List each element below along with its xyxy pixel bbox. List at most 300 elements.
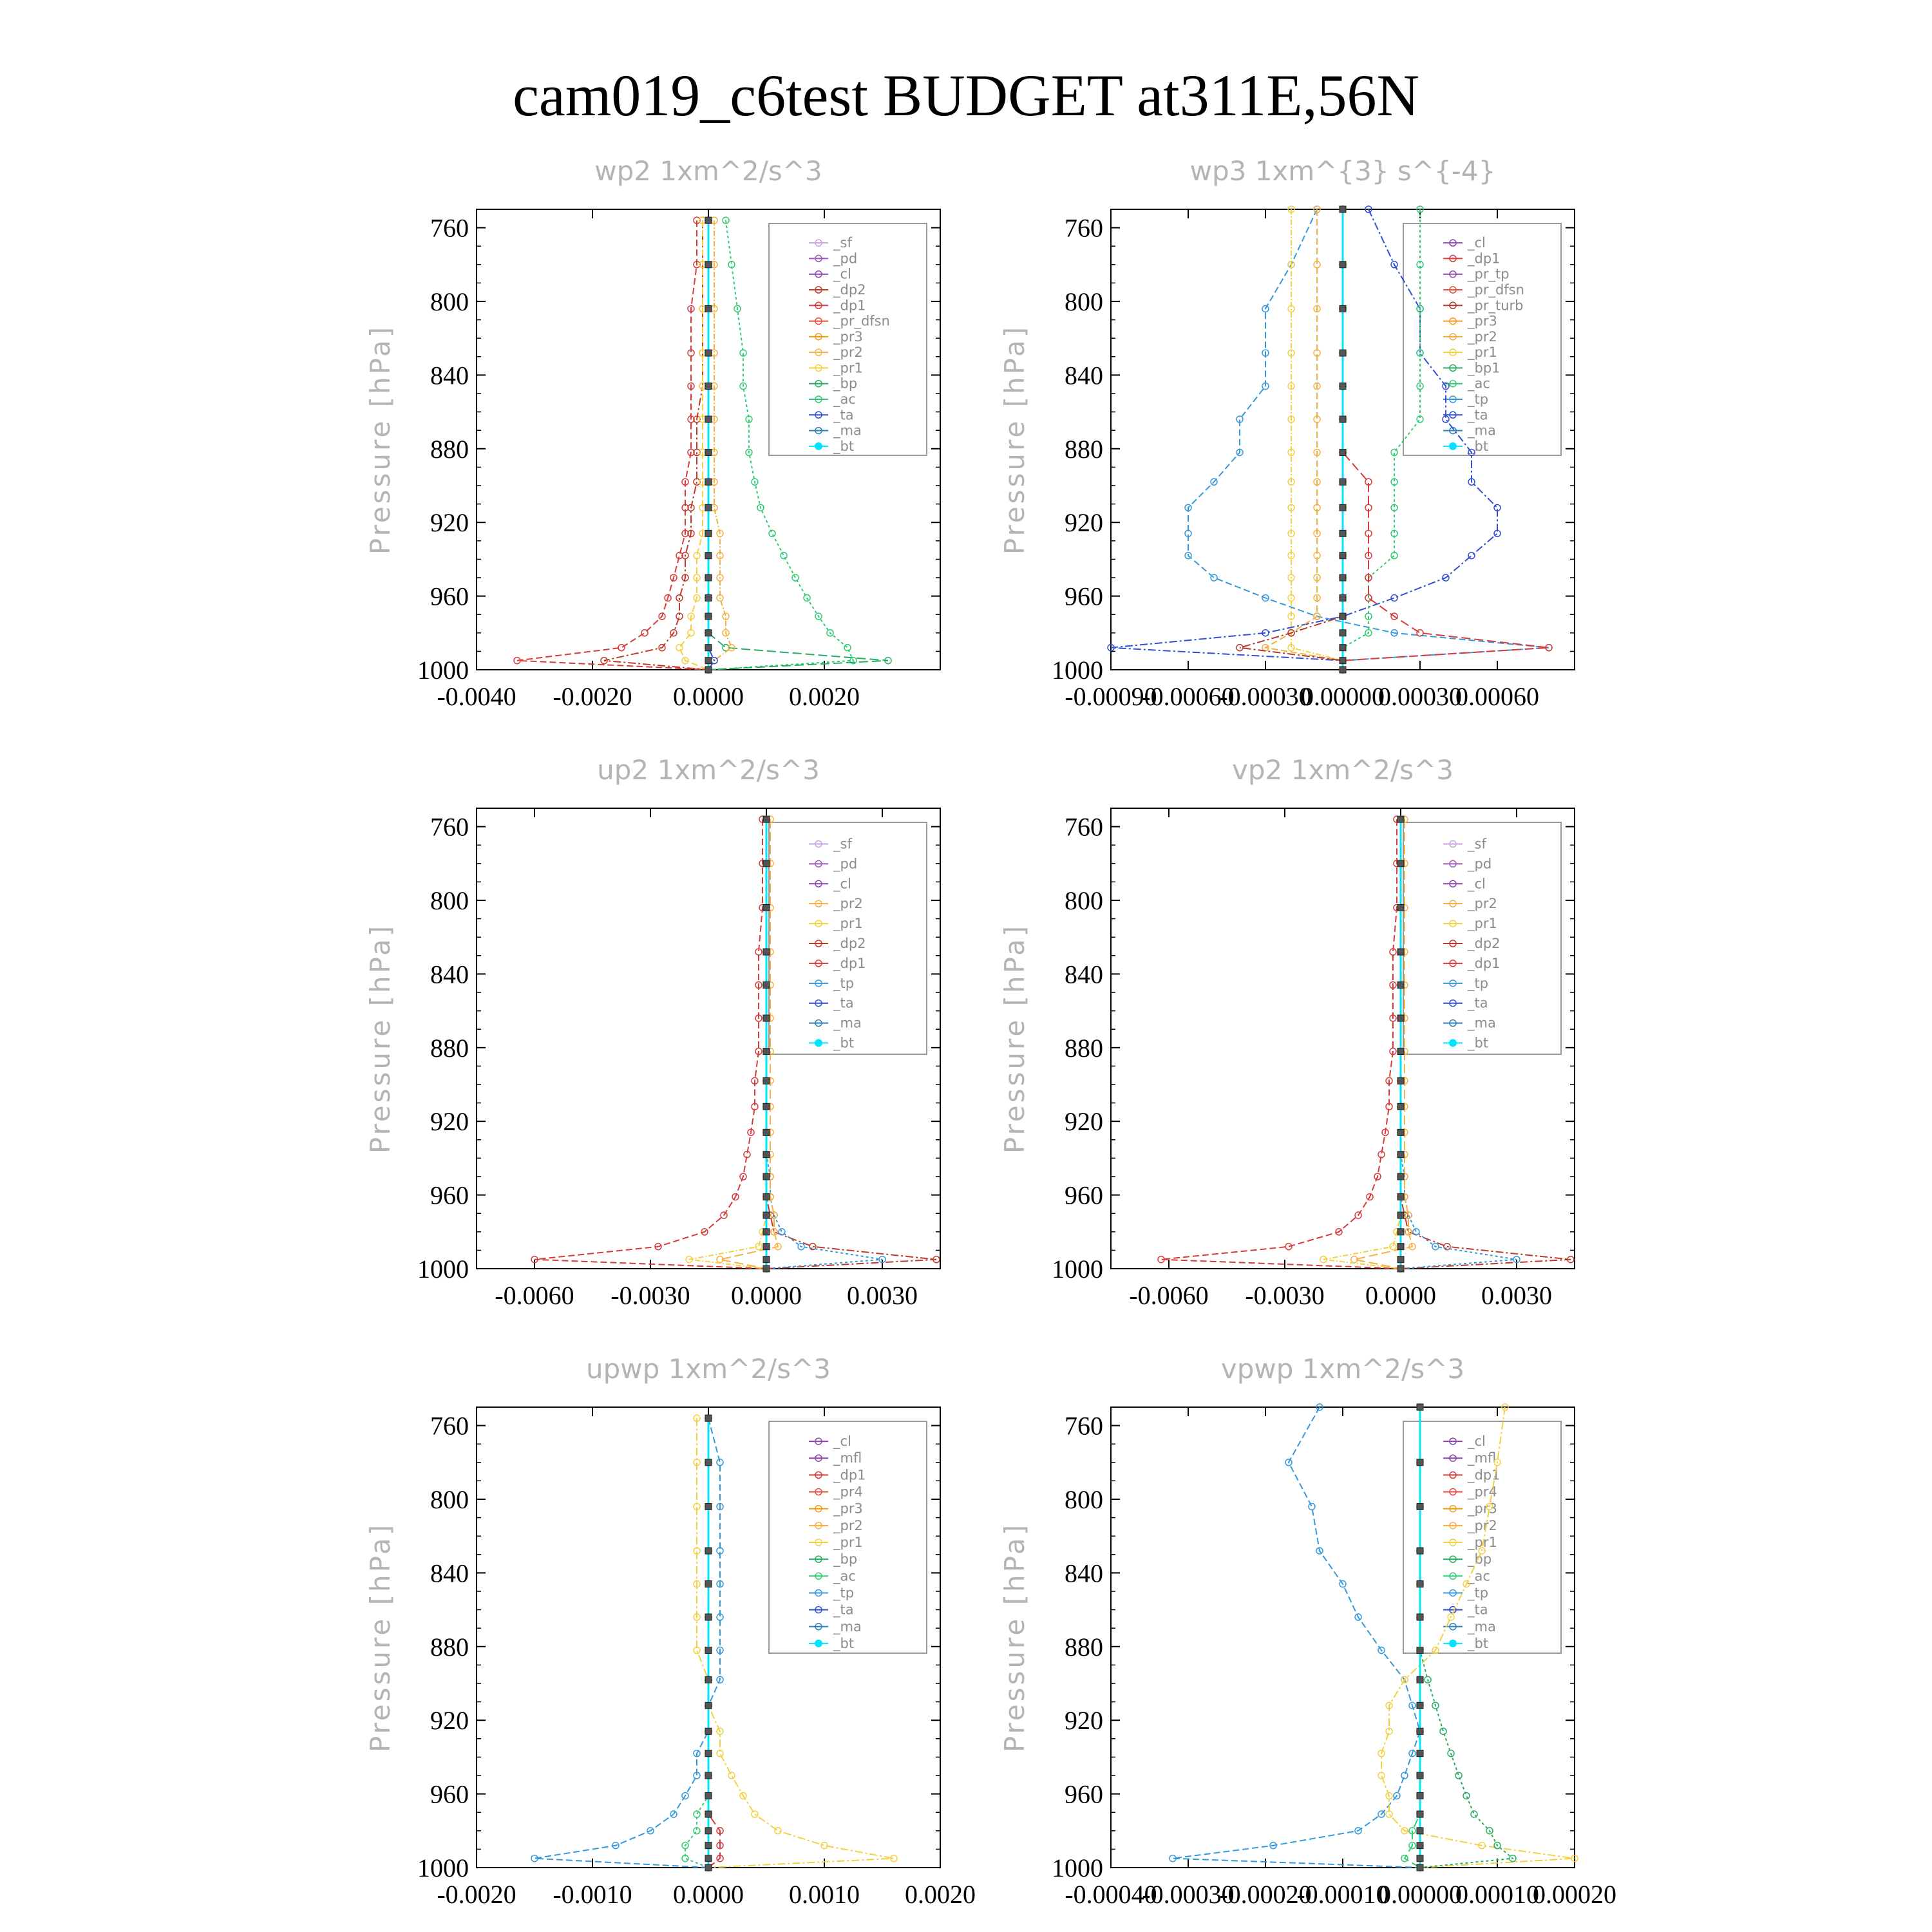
x-tick-label: 0.0020: [789, 682, 860, 711]
legend-entry: _pr3: [833, 1501, 863, 1517]
x-tick-label: -0.0030: [611, 1281, 690, 1310]
legend-entry: _pr1: [1468, 1535, 1497, 1550]
legend-entry: _pr2: [1468, 896, 1497, 912]
data-point: [1397, 1265, 1404, 1272]
x-tick-label: -0.00060: [1142, 682, 1235, 711]
data-point: [775, 1828, 781, 1834]
legend-entry: _bt: [833, 1035, 855, 1051]
y-tick-label: 880: [430, 1033, 469, 1063]
legend-entry: _pd: [1468, 856, 1492, 872]
x-tick-label: -0.0060: [495, 1281, 574, 1310]
legend-entry: _cl: [833, 1434, 851, 1450]
panel-6: [999, 1353, 1616, 1909]
legend-marker: [1449, 1640, 1457, 1647]
y-tick-label: 920: [1065, 1706, 1103, 1736]
x-tick-label: 0.0010: [789, 1880, 860, 1909]
data-point: [705, 1772, 712, 1779]
y-tick-label: 880: [1065, 1033, 1103, 1063]
data-point: [769, 530, 775, 536]
data-point: [1455, 1772, 1462, 1779]
y-tick-label: 920: [1065, 508, 1103, 538]
legend-entry: _sf: [1468, 836, 1486, 852]
data-point: [705, 1459, 712, 1466]
data-point: [763, 982, 770, 989]
legend-entry: _ma: [1468, 1618, 1496, 1634]
data-point: [705, 645, 712, 651]
legend-entry: _ac: [833, 392, 856, 407]
data-point: [1468, 553, 1475, 559]
data-point: [763, 860, 770, 867]
legend-entry: _tp: [1468, 392, 1489, 407]
data-point: [763, 1173, 770, 1180]
data-point: [781, 553, 787, 559]
data-point: [763, 1015, 770, 1021]
data-point: [1397, 860, 1404, 867]
y-axis-label: Pressure [hPa]: [365, 923, 396, 1154]
series-line: [535, 819, 766, 1269]
panel-4: [999, 754, 1575, 1310]
data-point: [1397, 1229, 1404, 1235]
y-tick-label: 960: [430, 1180, 469, 1210]
data-point: [1340, 504, 1346, 511]
data-point: [705, 1503, 712, 1510]
x-tick-label: 0.0030: [847, 1281, 918, 1310]
legend-entry: _ma: [1468, 1015, 1496, 1031]
legend-entry: _pr4: [833, 1484, 863, 1500]
y-tick-label: 1000: [417, 1255, 469, 1283]
x-tick-label: -0.0060: [1129, 1281, 1209, 1310]
legend-entry: _mfl: [833, 1450, 862, 1466]
x-tick-label: 0.0000: [731, 1281, 802, 1310]
x-tick-label: 0.00020: [1533, 1880, 1616, 1909]
series-line: [679, 220, 708, 670]
x-tick-label: 0.00010: [1455, 1880, 1539, 1909]
data-point: [1397, 1244, 1404, 1250]
legend-entry: _ta: [1468, 407, 1488, 423]
legend-marker: [1449, 1039, 1457, 1047]
y-tick-label: 960: [1065, 582, 1103, 611]
legend-entry: _ma: [1468, 422, 1496, 439]
data-point: [763, 1048, 770, 1055]
data-point: [1340, 645, 1346, 651]
data-point: [705, 553, 712, 559]
y-tick-label: 920: [1065, 1107, 1103, 1137]
y-tick-label: 760: [1065, 1411, 1103, 1441]
data-point: [1340, 658, 1346, 664]
y-tick-label: 920: [430, 1107, 469, 1137]
x-tick-label: 0.00030: [1378, 682, 1462, 711]
legend-entry: _pr2: [833, 896, 863, 912]
data-point: [779, 1229, 785, 1235]
y-tick-label: 960: [430, 1779, 469, 1809]
y-tick-label: 920: [430, 508, 469, 538]
legend-entry: _pd: [833, 856, 858, 872]
series-line: [1161, 819, 1401, 1269]
y-tick-label: 840: [430, 1558, 469, 1588]
legend-entry: _ac: [1468, 375, 1490, 392]
y-tick-label: 840: [1065, 1558, 1103, 1588]
x-tick-label: 0.0000: [673, 1880, 744, 1909]
data-point: [1417, 1503, 1423, 1510]
legend-entry: _pd: [833, 251, 858, 267]
data-point: [1340, 613, 1346, 620]
y-tick-label: 800: [430, 287, 469, 316]
data-point: [1397, 949, 1404, 955]
y-tick-label: 920: [430, 1706, 469, 1736]
x-tick-label: -0.00030: [1219, 682, 1312, 711]
data-point: [1417, 1728, 1423, 1734]
data-point: [752, 1811, 758, 1817]
x-tick-label: -0.00040: [1065, 1880, 1157, 1909]
x-tick-label: 0.0020: [905, 1880, 976, 1909]
data-point: [763, 1129, 770, 1135]
data-point: [1417, 1459, 1423, 1466]
data-point: [1340, 530, 1346, 536]
y-axis-label: Pressure [hPa]: [365, 324, 396, 555]
y-tick-label: 880: [1065, 1632, 1103, 1662]
legend-entry: _pr_turb: [1468, 298, 1524, 314]
data-point: [1397, 1129, 1404, 1135]
data-point: [1340, 574, 1346, 581]
legend-entry: _dp1: [833, 955, 866, 971]
data-point: [763, 816, 770, 822]
panel-5: [365, 1353, 976, 1909]
series-line: [708, 220, 732, 670]
data-point: [844, 645, 851, 651]
data-point: [1463, 1792, 1470, 1799]
data-point: [1397, 904, 1404, 911]
data-point: [705, 1842, 712, 1849]
y-tick-label: 760: [1065, 812, 1103, 842]
series-line: [1265, 209, 1343, 670]
data-point: [1397, 816, 1404, 822]
panel-1: [365, 155, 940, 711]
data-point: [705, 1811, 712, 1817]
data-point: [1340, 206, 1346, 213]
y-axis-label: Pressure [hPa]: [999, 923, 1030, 1154]
y-tick-label: 800: [1065, 886, 1103, 915]
data-point: [1397, 1256, 1404, 1263]
y-tick-label: 760: [430, 213, 469, 243]
panel-title: wp3 1xm^{3} s^{-4}: [1189, 155, 1496, 187]
legend-entry: _bt: [1468, 1635, 1489, 1651]
panel-title: up2 1xm^2/s^3: [597, 754, 820, 786]
x-tick-label: 0.0030: [1481, 1281, 1552, 1310]
data-point: [705, 1855, 712, 1862]
y-tick-label: 1000: [1052, 1853, 1103, 1882]
data-point: [1417, 1581, 1423, 1587]
legend-entry: _sf: [833, 836, 852, 852]
data-point: [705, 658, 712, 664]
y-tick-label: 1000: [417, 1853, 469, 1882]
legend-entry: _bt: [1468, 1035, 1489, 1051]
y-axis-label: Pressure [hPa]: [999, 324, 1030, 555]
panel-title: vpwp 1xm^2/s^3: [1220, 1353, 1465, 1385]
x-tick-label: -0.0020: [553, 682, 632, 711]
data-point: [1391, 594, 1397, 601]
data-point: [1340, 594, 1346, 601]
legend-entry: _pr3: [833, 328, 863, 345]
legend-entry: _sf: [833, 235, 852, 251]
data-point: [763, 904, 770, 911]
data-point: [1417, 630, 1423, 636]
legend-entry: _bt: [833, 1635, 855, 1651]
series-line: [689, 819, 766, 1269]
y-tick-label: 960: [1065, 1180, 1103, 1210]
data-point: [1417, 1647, 1423, 1654]
data-point: [705, 305, 712, 312]
y-tick-label: 760: [1065, 213, 1103, 243]
data-point: [1397, 982, 1404, 989]
data-point: [1397, 1103, 1404, 1110]
data-point: [705, 594, 712, 601]
data-point: [1417, 1828, 1423, 1834]
data-point: [1417, 1792, 1423, 1799]
data-point: [705, 504, 712, 511]
y-tick-label: 840: [430, 960, 469, 989]
y-tick-label: 800: [1065, 287, 1103, 316]
data-point: [705, 1828, 712, 1834]
legend-entry: _dp1: [833, 298, 866, 314]
data-point: [1417, 1676, 1423, 1683]
data-point: [1397, 1151, 1404, 1158]
series-line: [535, 1418, 720, 1868]
legend-entry: _pr1: [833, 916, 863, 932]
data-point: [1417, 1864, 1423, 1871]
data-point: [705, 261, 712, 268]
legend-entry: _tp: [833, 1585, 855, 1601]
data-point: [1440, 1728, 1446, 1734]
data-point: [705, 1750, 712, 1757]
legend-entry: _ta: [833, 995, 854, 1011]
legend-entry: _dp1: [833, 1467, 866, 1483]
legend-marker: [815, 1039, 822, 1047]
data-point: [705, 1792, 712, 1799]
y-tick-label: 880: [430, 1632, 469, 1662]
x-tick-label: 0.00000: [1378, 1880, 1462, 1909]
panel-3: [365, 754, 940, 1310]
legend-entry: _ta: [1468, 1602, 1488, 1618]
data-point: [1211, 574, 1217, 581]
data-point: [705, 530, 712, 536]
data-point: [1340, 553, 1346, 559]
data-point: [1340, 305, 1346, 312]
data-point: [705, 1647, 712, 1654]
data-point: [705, 1548, 712, 1554]
y-tick-label: 1000: [417, 656, 469, 685]
x-tick-label: 0.00060: [1455, 682, 1539, 711]
series-line: [708, 1418, 720, 1868]
data-point: [705, 574, 712, 581]
data-point: [705, 1702, 712, 1709]
legend-entry: _bt: [833, 438, 855, 454]
legend-entry: _cl: [1468, 235, 1486, 251]
legend-entry: _ta: [833, 407, 854, 423]
data-point: [728, 1772, 735, 1779]
y-tick-label: 840: [1065, 960, 1103, 989]
data-point: [763, 1256, 770, 1263]
data-point: [1309, 1503, 1315, 1510]
data-point: [1397, 1212, 1404, 1218]
data-point: [641, 630, 648, 636]
data-point: [1397, 1015, 1404, 1021]
data-point: [763, 1265, 770, 1272]
y-tick-label: 840: [430, 361, 469, 390]
x-tick-label: -0.0010: [553, 1880, 632, 1909]
legend-entry: _ma: [833, 422, 862, 439]
legend-entry: _ta: [1468, 995, 1488, 1011]
data-point: [705, 478, 712, 485]
data-point: [705, 1676, 712, 1683]
legend-entry: _pr_dfsn: [833, 313, 890, 329]
x-tick-label: -0.0040: [437, 682, 516, 711]
data-point: [763, 1193, 770, 1200]
legend-entry: _ma: [833, 1015, 862, 1031]
legend-entry: _dp1: [1468, 955, 1501, 971]
data-point: [705, 1581, 712, 1587]
legend-entry: _tp: [833, 975, 855, 991]
x-tick-label: -0.00010: [1296, 1880, 1389, 1909]
legend-marker: [815, 442, 822, 450]
legend-entry: _ac: [1468, 1568, 1490, 1584]
legend-entry: _dp2: [833, 282, 866, 298]
data-point: [705, 383, 712, 390]
data-point: [705, 667, 712, 673]
legend-entry: _pr2: [1468, 1517, 1497, 1533]
data-point: [1397, 1077, 1404, 1084]
legend-entry: _cl: [833, 876, 851, 892]
legend-entry: _bp1: [1468, 360, 1501, 376]
data-point: [618, 645, 625, 651]
data-point: [1340, 630, 1346, 636]
main-title: cam019_c6test BUDGET at311E,56N: [513, 62, 1419, 128]
legend-entry: _bt: [1468, 438, 1489, 454]
legend-entry: _pr_tp: [1468, 266, 1510, 282]
legend-entry: _ta: [833, 1602, 854, 1618]
y-tick-label: 1000: [1052, 656, 1103, 685]
series-line: [517, 220, 708, 670]
data-point: [1417, 1750, 1423, 1757]
legend-entry: _pr2: [833, 1517, 863, 1533]
data-point: [1340, 350, 1346, 356]
legend-entry: _pr1: [833, 360, 863, 376]
data-point: [1417, 1702, 1423, 1709]
y-tick-label: 960: [1065, 1779, 1103, 1809]
legend-entry: _dp1: [1468, 1467, 1501, 1483]
data-point: [1340, 383, 1346, 390]
data-point: [1417, 1548, 1423, 1554]
data-point: [705, 416, 712, 422]
data-point: [1340, 478, 1346, 485]
data-point: [705, 613, 712, 620]
legend-entry: _pr1: [1468, 916, 1497, 932]
data-point: [705, 630, 712, 636]
y-axis-label: Pressure [hPa]: [999, 1522, 1030, 1753]
legend-entry: _pr3: [1468, 1501, 1497, 1517]
x-tick-label: 0.0000: [1365, 1281, 1436, 1310]
x-tick-label: -0.00030: [1142, 1880, 1235, 1909]
data-point: [1417, 1772, 1423, 1779]
data-point: [763, 949, 770, 955]
x-tick-label: -0.0020: [437, 1880, 516, 1909]
data-point: [676, 645, 683, 651]
y-axis-label: Pressure [hPa]: [365, 1522, 396, 1753]
legend-entry: _cl: [833, 266, 851, 282]
y-tick-label: 800: [1065, 1485, 1103, 1514]
x-tick-label: 0.00000: [1301, 682, 1385, 711]
data-point: [1340, 450, 1346, 456]
data-point: [763, 1212, 770, 1218]
data-point: [1340, 261, 1346, 268]
data-point: [1397, 1048, 1404, 1055]
data-point: [694, 1811, 700, 1817]
data-point: [705, 450, 712, 456]
series-line: [1323, 819, 1401, 1269]
legend-entry: _pr_dfsn: [1468, 282, 1524, 298]
legend-entry: _tp: [1468, 1585, 1489, 1601]
legend-entry: _bp: [833, 1551, 858, 1567]
data-point: [1413, 1229, 1419, 1235]
y-tick-label: 880: [1065, 434, 1103, 464]
y-tick-label: 760: [430, 1411, 469, 1441]
data-point: [1401, 1772, 1408, 1779]
data-point: [1471, 1811, 1477, 1817]
legend-entry: _mfl: [1468, 1450, 1497, 1466]
y-tick-label: 800: [430, 1485, 469, 1514]
data-point: [1397, 1173, 1404, 1180]
y-tick-label: 800: [430, 886, 469, 915]
data-point: [705, 1728, 712, 1734]
legend-entry: _dp2: [1468, 936, 1501, 951]
y-tick-label: 880: [430, 434, 469, 464]
legend-entry: _pr1: [833, 1535, 863, 1550]
legend-entry: _ma: [833, 1618, 862, 1634]
y-tick-label: 840: [1065, 361, 1103, 390]
legend-entry: _tp: [1468, 975, 1489, 991]
data-point: [1417, 1614, 1423, 1620]
panel-2: [999, 155, 1575, 711]
panel-title: upwp 1xm^2/s^3: [586, 1353, 831, 1385]
y-tick-label: 760: [430, 812, 469, 842]
legend-entry: _ac: [833, 1568, 856, 1584]
x-tick-label: -0.00090: [1065, 682, 1157, 711]
data-point: [1397, 1193, 1404, 1200]
data-point: [1340, 416, 1346, 422]
data-point: [705, 350, 712, 356]
legend-entry: _pr4: [1468, 1484, 1497, 1500]
x-tick-label: -0.00020: [1219, 1880, 1312, 1909]
data-point: [1417, 1404, 1423, 1410]
data-point: [705, 217, 712, 223]
panel-title: wp2 1xm^2/s^3: [594, 155, 822, 187]
legend-entry: _pr2: [833, 345, 863, 361]
x-tick-label: 0.0000: [673, 682, 744, 711]
data-point: [705, 1614, 712, 1620]
legend-marker: [1449, 442, 1457, 450]
data-point: [763, 1151, 770, 1158]
data-point: [1417, 1811, 1423, 1817]
legend-entry: _cl: [1468, 1434, 1486, 1450]
legend-entry: _pr3: [1468, 313, 1497, 329]
y-tick-label: 1000: [1052, 1255, 1103, 1283]
panel-title: vp2 1xm^2/s^3: [1232, 754, 1454, 786]
data-point: [1340, 667, 1346, 673]
data-point: [763, 1077, 770, 1084]
legend-entry: _pr2: [1468, 328, 1497, 345]
legend-entry: _bp: [833, 375, 858, 392]
y-tick-label: 960: [430, 582, 469, 611]
data-point: [1417, 1855, 1423, 1862]
